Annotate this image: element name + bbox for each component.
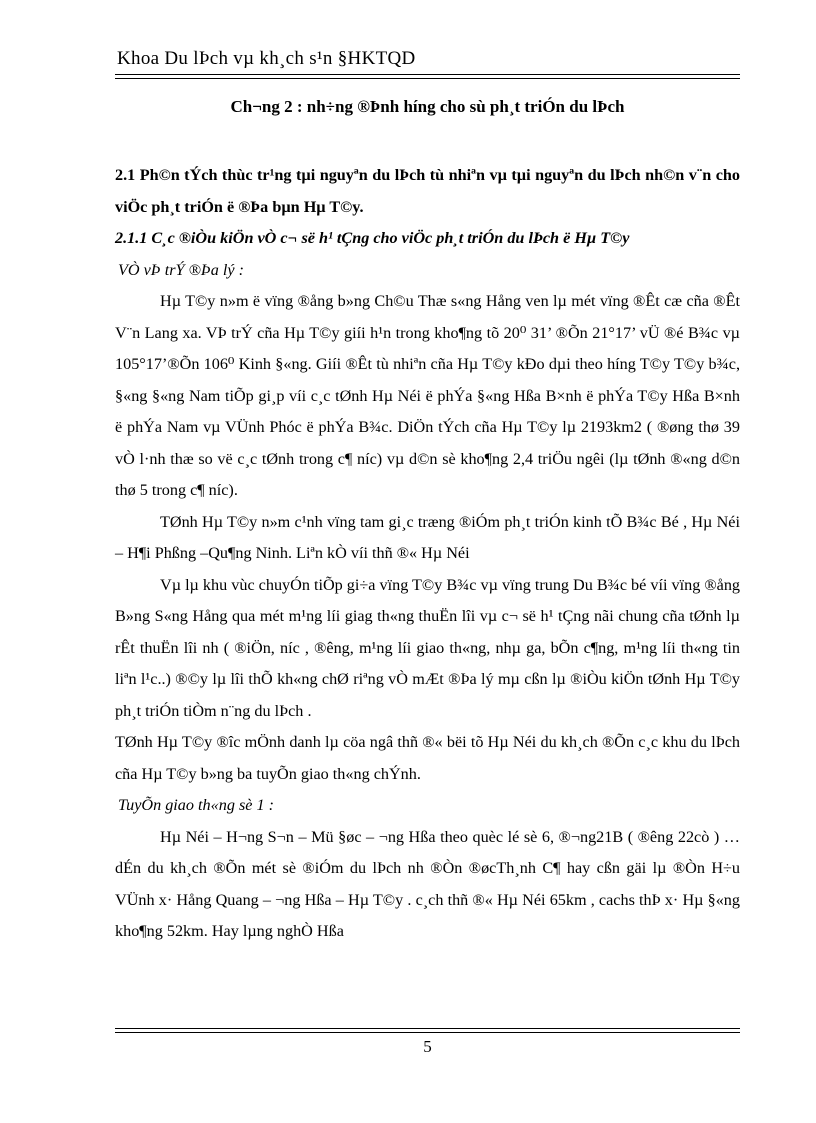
chapter-title: Ch¬ng 2 : nh÷ng ®Þnh híng cho sù ph¸t triÓn du lÞch (230, 97, 625, 116)
document-body (115, 160, 740, 948)
section-heading-2-1: 2.1 Ph©n tÝch thùc tr¹ng tµi nguyªn du lÞch tù nhiªn vµ tµi nguyªn du lÞch nh©n v¨n cho viÖc ph¸t triÓn ë ®Þa bµn Hµ T©y. (115, 166, 740, 216)
paragraph-gateway: TØnh Hµ T©y ®îc mÖnh danh lµ cöa ngâ thñ ®« bëi tõ Hµ Néi du kh¸ch ®Õn c¸c khu du lÞch cña Hµ T©y b»ng ba tuyÕn giao th«ng chÝnh. (115, 733, 740, 783)
paragraph-geography: Hµ T©y n»m ë vïng ®ång b»ng Ch©u Thæ s«ng Hång ven lµ mét vïng ®Êt cæ cña ®Êt V¨n Lang xa. VÞ trÝ cña Hµ T©y giíi h¹n trong kho¶ng tõ 20⁰ 31’ ®Õn 21°17’ vÜ ®é B¾c vµ 105°17’®Õn 106⁰ Kinh §«ng. Giíi ®Êt tù nhiªn cña Hµ T©y kÐo dµi theo híng T©y T©y b¾c, §«ng §«ng Nam tiÕp gi¸p víi c¸c tØnh Hµ Néi ë phÝa §«ng Hßa B×nh ë phÝa T©y Hßa B×nh ë phÝa Nam vµ VÜnh Phóc ë phÝa B¾c. DiÖn tÝch cña Hµ T©y lµ 2193km2 ( ®øng thø 39 vÒ l·nh thæ so vë c¸c tØnh trong c¶ níc) vµ d©n sè kho¶ng 2,4 triÖu ngêi (lµ tØnh ®«ng d©n thø 5 trong c¶ níc). (115, 292, 740, 499)
route-1-heading: TuyÕn giao th«ng sè 1 : (118, 796, 275, 814)
page-header: Khoa Du lÞch vµ kh¸ch s¹n §HKTQD (117, 48, 416, 69)
page-number: 5 (423, 1037, 432, 1056)
paragraph-economic-triangle: TØnh Hµ T©y n»m c¹nh vïng tam gi¸c træng ®iÓm ph¸t triÓn kinh tÕ B¾c Bé , Hµ Néi – H¶i Phßng –Qu¶ng Ninh. Liªn kÒ víi thñ ®« Hµ Néi (115, 512, 740, 562)
location-subheading: VÒ vÞ trÝ ®Þa lý : (118, 260, 245, 279)
header-divider (115, 74, 740, 79)
paragraph-infrastructure: Vµ lµ khu vùc chuyÓn tiÕp gi÷a vïng T©y B¾c vµ vïng trung Du B¾c bé víi vïng ®ång B»ng S«ng Hång qua mét m¹ng líi giag th«ng thuËn lîi vµ c¬ së h¹ tÇng nãi chung cña tØnh lµ rÊt thuËn lîi nh ( ®iÖn, níc , ®êng, m¹ng líi giao th«ng, nhµ ga, bÕn c¶ng, m¹ng líi th«ng tin liªn l¹c..) ®©y lµ lîi thÕ kh«ng chØ riªng vÒ mÆt ®Þa lý mµ cßn lµ ®iÒu kiÖn tØnh Hµ T©y ph¸t triÓn tiÒm n¨ng du lÞch . (115, 575, 741, 720)
section-heading-2-1-1: 2.1.1 C¸c ®iÒu kiÖn vÒ c¬ së h¹ tÇng cho viÖc ph¸t triÓn du lÞch ë Hµ T©y (115, 229, 630, 247)
footer-divider (115, 1028, 740, 1033)
paragraph-route-1: Hµ Néi – H¬ng S¬n – Mü §øc – ¬ng Hßa theo quèc lé sè 6, ®¬ng21B ( ®êng 22cò ) … dÉn du kh¸ch ®Õn mét sè ®iÓm du lÞch nh ®Òn ®øcTh¸nh C¶ hay cßn gäi lµ ®Òn H÷u VÜnh x· Hång Quang – ¬ng Hßa – Hµ T©y . c¸ch thñ ®« Hµ Néi 65km , cachs thÞ x· Hµ §«ng kho¶ng 52km. Hay lµng nghÒ Hßa (115, 827, 740, 940)
